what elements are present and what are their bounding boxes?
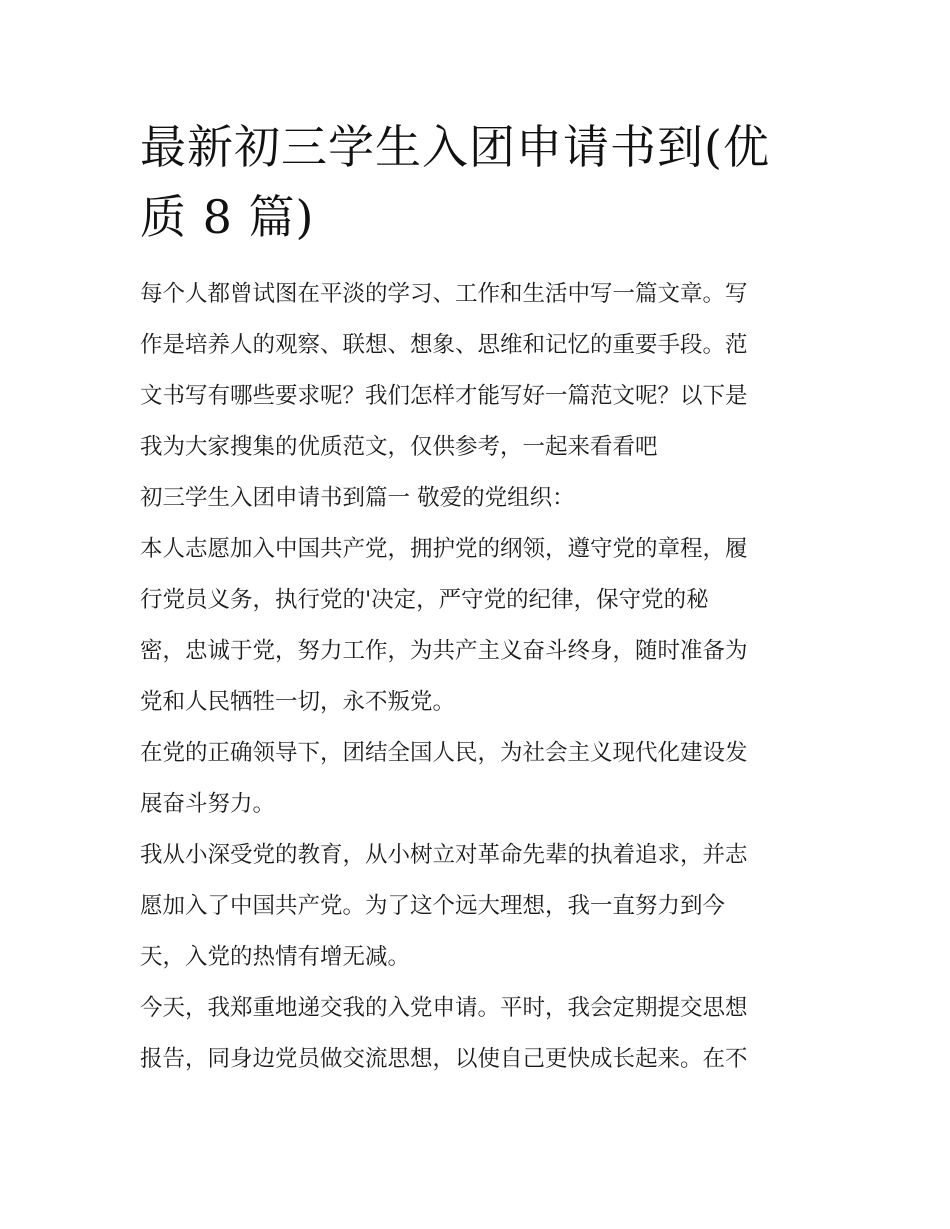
intro-paragraph: 每个人都曾试图在平淡的学习、工作和生活中写一篇文章。写 作是培养人的观察、联想、想象、思维和记忆的重要手段。范 文书写有哪些要求呢？我们怎样才能写好一篇范文呢？以下是 我为大家搜集的优质范文，仅供参考，一起来看看吧 (140, 281, 748, 460)
document-title: 最新初三学生入团申请书到(优 质 8 篇) (140, 120, 770, 244)
body-paragraph: 本人志愿加入中国共产党，拥护党的纲领，遵守党的章程，履 行党员义务，执行党的'决定，严守党的纪律，保守党的秘 密，忠诚于党，努力工作，为共产主义奋斗终身，随时准备为 党和人民牺牲一切，永不叛党。 (140, 536, 748, 715)
section-heading-line: 初三学生入团申请书到篇一 敬爱的党组织： (140, 485, 575, 511)
body-paragraph: 我从小深受党的教育，从小树立对革命先辈的执着追求，并志 愿加入了中国共产党。为了这个远大理想，我一直努力到今 天，入党的热情有增无减。 (140, 842, 748, 970)
document-body (140, 269, 812, 1085)
body-paragraph: 在党的正确领导下，团结全国人民，为社会主义现代化建设发 展奋斗努力。 (140, 740, 748, 817)
document-content (140, 112, 812, 1085)
body-paragraph: 今天，我郑重地递交我的入党申请。平时，我会定期提交思想 报告，同身边党员做交流思想，以使自己更快成长起来。在不 (140, 995, 748, 1072)
